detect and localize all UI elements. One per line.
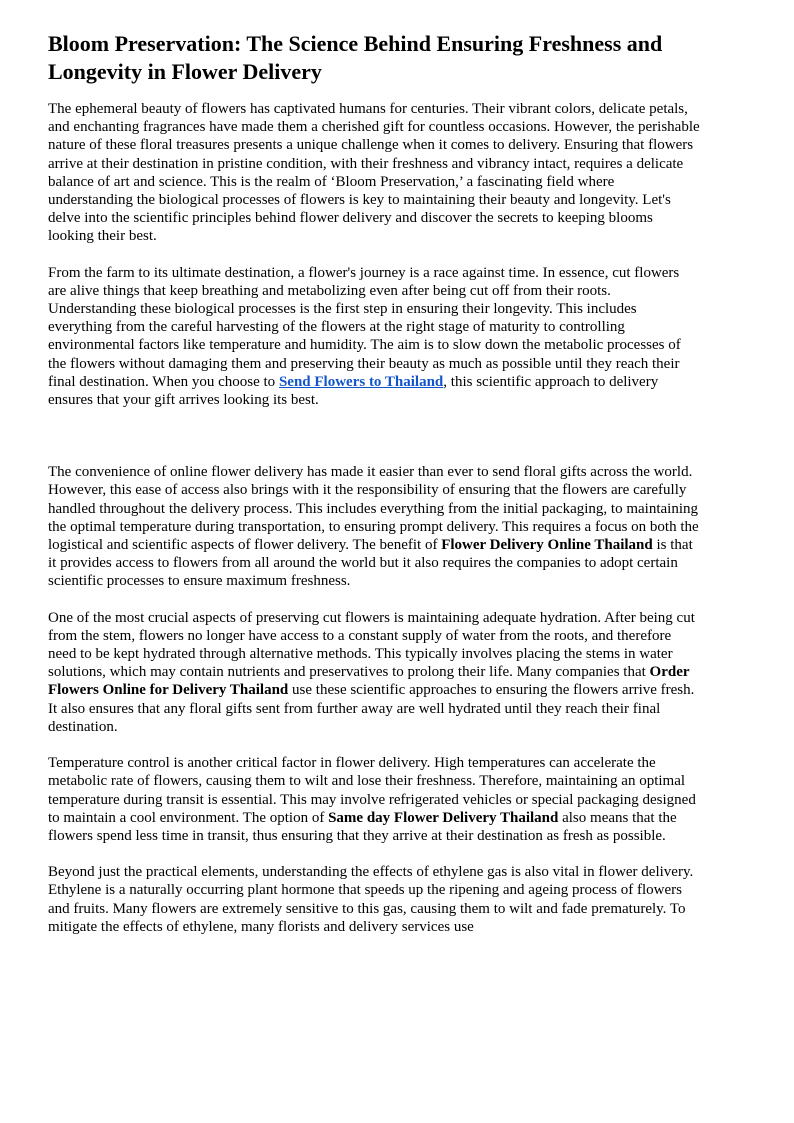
document-title: Bloom Preservation: The Science Behind Ensuring Freshness and Longevity in Flower Delivery <box>48 31 663 84</box>
paragraph-hydration <box>48 609 700 736</box>
paragraph-text: The convenience of online flower delivery has made it easier than ever to send floral gifts across the world. However, this ease of access also brings with it the responsibility of ensuring that the flowers are carefully handled throughout the delivery process. This includes everything from the initial packaging, to maintaining the optimal temperature during transportation, to ensuring prompt delivery. This requires a focus on both the logistical and scientific aspects of flower delivery. The benefit of <box>48 464 699 554</box>
bold-keyword: Flower Delivery Online Thailand <box>441 537 653 554</box>
paragraph-text: use these scientific approaches to ensuring the flowers arrive fresh. It also ensures that any floral gifts sent from further away are well hydrated until they reach their final destination. <box>48 682 695 735</box>
paragraph-text: From the farm to its ultimate destination, a flower's journey is a race against time. In essence, cut flowers are alive things that keep breathing and metabolizing even after being cut off from their roots. Understanding these biological processes is the first step in ensuring their longevity. This includes everything from the careful harvesting of the flowers at the right stage of maturity to controlling environmental factors like temperature and humidity. The aim is to slow down the metabolic processes of the flowers without damaging them and preserving their beauty as much as possible until they reach their final destination. When you choose to <box>48 264 681 390</box>
paragraph-ethylene: Beyond just the practical elements, understanding the effects of ethylene gas is also vital in flower delivery. Ethylene is a naturally occurring plant hormone that speeds up the ripening and ageing process of flowers and fruits. Many flowers are extremely sensitive to this gas, causing them to wilt and fade prematurely. To mitigate the effects of ethylene, many florists and delivery services use <box>48 864 694 935</box>
blank-space <box>48 427 700 463</box>
paragraph-text: Temperature control is another critical factor in flower delivery. High temperatures can accelerate the metabolic rate of flowers, causing them to wilt and lose their freshness. Therefore, maintaining an optimal temperature during transit is essential. This may involve refrigerated vehicles or special packaging designed to maintain a cool environment. The option of <box>48 755 696 826</box>
bold-keyword: Same day Flower Delivery Thailand <box>328 809 559 826</box>
paragraph-text: , this scientific approach to delivery ensures that your gift arrives looking its best. <box>48 373 659 409</box>
paragraph-text: One of the most crucial aspects of preserving cut flowers is maintaining adequate hydration. After being cut from the stem, flowers no longer have access to a constant supply of water from the roots, and therefore need to be kept hydrated through alternative methods. This typically involves placing the stems in water solutions, which may contain nutrients and preservatives to prolong their life. Many companies that <box>48 609 695 681</box>
paragraph-temperature <box>48 754 700 845</box>
paragraph-farm-journey <box>48 264 700 410</box>
paragraph-text: is that it provides access to flowers from all around the world but it also requires the companies to adopt certain scientific processes to ensure maximum freshness. <box>48 537 693 590</box>
paragraph-intro: The ephemeral beauty of flowers has captivated humans for centuries. Their vibrant colors, delicate petals, and enchanting fragrances have made them a cherished gift for countless occasions. However, the perishable nature of these floral treasures presents a unique challenge when it comes to delivery. Ensuring that flowers arrive at their destination in pristine condition, with their freshness and vibrancy intact, requires a delicate balance of art and science. This is the realm of ‘Bloom Preservation,’ a fascinating field where understanding the biological processes of flowers is key to maintaining their beauty and longevity. Let's delve into the scientific principles behind flower delivery and discover the secrets to keeping blooms looking their best. <box>48 101 700 245</box>
bold-keyword: Order Flowers Online for Delivery Thailand <box>48 664 690 699</box>
paragraph-online-delivery <box>48 463 700 590</box>
paragraph-text: also means that the flowers spend less time in transit, thus ensuring that they arrive at their destination as fresh as possible. <box>48 809 677 844</box>
send-flowers-thailand-link[interactable]: Send Flowers to Thailand <box>278 373 444 390</box>
document-page <box>48 30 700 954</box>
